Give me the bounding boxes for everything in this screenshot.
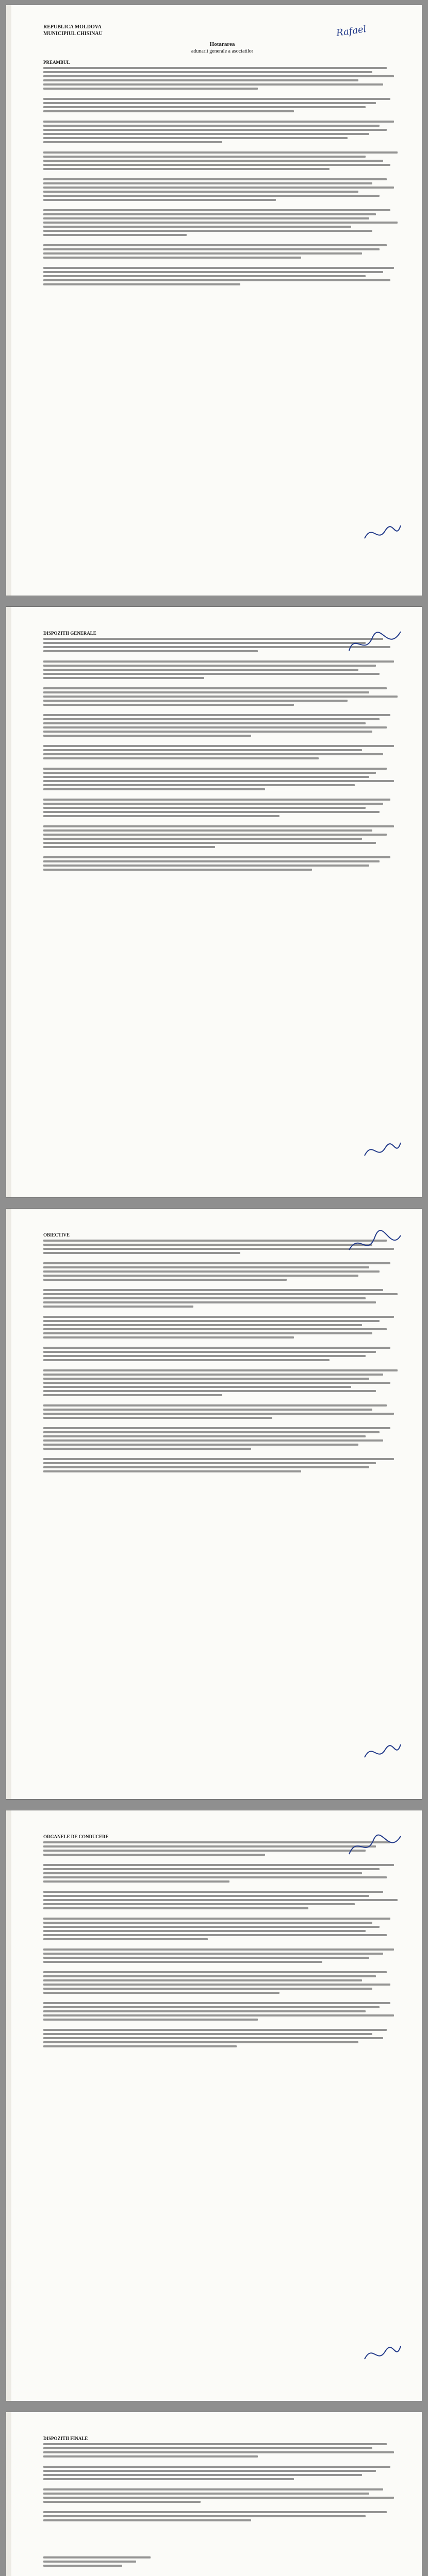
signature-icon xyxy=(362,520,403,546)
title-text: Hotararea xyxy=(209,41,235,47)
document-page xyxy=(6,1810,422,2401)
page-margin xyxy=(6,5,11,596)
page-margin xyxy=(6,607,11,1197)
signature-icon xyxy=(347,1831,403,1862)
signature-icon xyxy=(362,2341,403,2367)
page-title xyxy=(43,41,401,55)
paragraph xyxy=(43,2443,401,2521)
document-page xyxy=(6,5,422,596)
paragraph xyxy=(43,1841,401,2047)
header-line: REPUBLICA MOLDOVA xyxy=(43,24,102,30)
document-page xyxy=(6,1209,422,1799)
section-heading: DISPOZITII GENERALE xyxy=(43,631,96,636)
signature-icon xyxy=(347,1229,403,1260)
paragraph xyxy=(43,67,401,285)
section-heading: OBIECTIVE xyxy=(43,1232,70,1238)
signature-icon xyxy=(362,1739,403,1765)
section-heading: DISPOZITII FINALE xyxy=(43,2436,88,2441)
handwritten-note: Rafael xyxy=(335,24,367,39)
page-margin xyxy=(6,2412,11,2576)
header-line: MUNICIPIUL CHISINAU xyxy=(43,31,103,37)
subtitle-text: adunarii generale a asociatilor xyxy=(191,48,254,54)
section-heading: ORGANELE DE CONDUCERE xyxy=(43,1834,109,1839)
paragraph xyxy=(43,638,401,871)
section-heading: PREAMBUL xyxy=(43,60,70,65)
page-margin xyxy=(6,1810,11,2401)
page-margin xyxy=(6,1209,11,1799)
signature-block xyxy=(43,2556,401,2576)
document-page xyxy=(6,607,422,1197)
document-page xyxy=(6,2412,422,2576)
signature-icon xyxy=(362,1138,403,1163)
paragraph xyxy=(43,1240,401,1472)
signature-icon xyxy=(347,628,403,658)
